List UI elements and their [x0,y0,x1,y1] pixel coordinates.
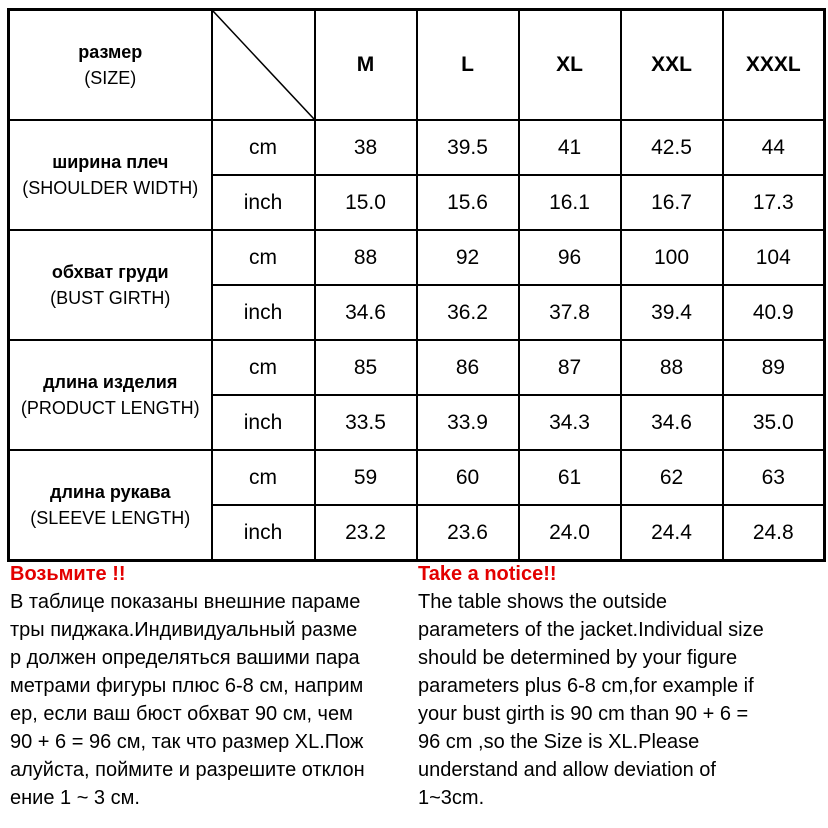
value-cell: 61 [519,450,621,505]
value-cell: 88 [315,230,417,285]
unit-cell: cm [212,340,315,395]
notice-en-line: your bust girth is 90 cm than 90 + 6 = [418,703,749,725]
measurement-label-ru: ширина плеч [52,152,169,172]
size-chart-table [7,8,826,562]
unit-cell: cm [212,230,315,285]
notice-ru [10,560,410,812]
value-cell: 38 [315,120,417,175]
table-row [9,230,825,285]
measurement-label-ru: длина рукава [50,482,171,502]
value-cell: 16.7 [621,175,723,230]
header-row [9,10,825,121]
value-cell: 37.8 [519,285,621,340]
value-cell: 89 [723,340,825,395]
value-cell: 39.5 [417,120,519,175]
notice-ru-line: тры пиджака.Индивидуальный разме [10,619,358,641]
measurement-label [9,450,212,561]
notice-ru-line: алуйста, поймите и разрешите отклон [10,759,365,781]
notice-ru-line: В таблице показаны внешние параме [10,591,361,613]
value-cell: 23.6 [417,505,519,561]
corner-diagonal-cell [212,10,315,121]
unit-cell: inch [212,285,315,340]
value-cell: 62 [621,450,723,505]
value-cell: 88 [621,340,723,395]
diagonal-line [213,11,314,119]
notice-ru-line: ение 1 ~ 3 см. [10,787,140,809]
unit-cell: cm [212,450,315,505]
value-cell: 34.3 [519,395,621,450]
table-row [9,340,825,395]
notice-en-line: 1~3cm. [418,787,485,809]
size-header-en: (SIZE) [84,68,137,88]
value-cell: 17.3 [723,175,825,230]
value-cell: 24.4 [621,505,723,561]
notice-ru-line: метрами фигуры плюс 6-8 см, наприм [10,675,364,697]
notice-ru-line: 90 + 6 = 96 см, так что размер XL.Пож [10,731,364,753]
measurement-label-ru: обхват груди [51,262,169,282]
value-cell: 23.2 [315,505,417,561]
size-header-cell [9,10,212,121]
measurement-label [9,340,212,450]
notice-en-line: understand and allow deviation of [418,759,716,781]
value-cell: 16.1 [519,175,621,230]
notice-ru-line: ер, если ваш бюст обхват 90 см, чем [10,703,353,725]
measurement-label-en: (PRODUCT LENGTH) [20,398,200,418]
notice-en [418,560,822,812]
value-cell: 42.5 [621,120,723,175]
size-col-xxl: XXL [621,10,723,121]
size-header-ru: размер [78,42,143,62]
value-cell: 39.4 [621,285,723,340]
notice-ru-line: р должен определяться вашими пара [10,647,360,669]
value-cell: 35.0 [723,395,825,450]
value-cell: 34.6 [621,395,723,450]
notice-en-line: 96 cm ,so the Size is XL.Please [418,731,700,753]
value-cell: 60 [417,450,519,505]
measurement-label-en: (SHOULDER WIDTH) [22,178,199,198]
value-cell: 100 [621,230,723,285]
value-cell: 40.9 [723,285,825,340]
table-row [9,450,825,505]
notice-ru-title: Возьмите !! [10,563,126,585]
notice-en-line: parameters plus 6-8 cm,for example if [418,675,754,697]
value-cell: 15.0 [315,175,417,230]
notice-en-title: Take a notice!! [418,563,557,585]
value-cell: 63 [723,450,825,505]
measurement-label-en: (SLEEVE LENGTH) [30,508,191,528]
value-cell: 33.9 [417,395,519,450]
measurement-label-en: (BUST GIRTH) [50,288,171,308]
value-cell: 41 [519,120,621,175]
size-col-xxxl: XXXL [723,10,825,121]
value-cell: 33.5 [315,395,417,450]
value-cell: 87 [519,340,621,395]
size-col-xl: XL [519,10,621,121]
value-cell: 24.8 [723,505,825,561]
measurement-label-ru: длина изделия [43,372,178,392]
value-cell: 59 [315,450,417,505]
value-cell: 34.6 [315,285,417,340]
unit-cell: inch [212,175,315,230]
unit-cell: cm [212,120,315,175]
unit-cell: inch [212,395,315,450]
notice-en-line: The table shows the outside [418,591,668,613]
measurement-label [9,230,212,340]
notice-section [0,560,828,828]
size-col-m: M [315,10,417,121]
table-row [9,120,825,175]
notice-en-line: parameters of the jacket.Individual size [418,619,764,641]
unit-cell: inch [212,505,315,561]
value-cell: 85 [315,340,417,395]
size-col-l: L [417,10,519,121]
value-cell: 15.6 [417,175,519,230]
value-cell: 44 [723,120,825,175]
notice-en-line: should be determined by your figure [418,647,738,669]
value-cell: 92 [417,230,519,285]
value-cell: 36.2 [417,285,519,340]
value-cell: 96 [519,230,621,285]
value-cell: 86 [417,340,519,395]
measurement-label [9,120,212,230]
value-cell: 104 [723,230,825,285]
value-cell: 24.0 [519,505,621,561]
